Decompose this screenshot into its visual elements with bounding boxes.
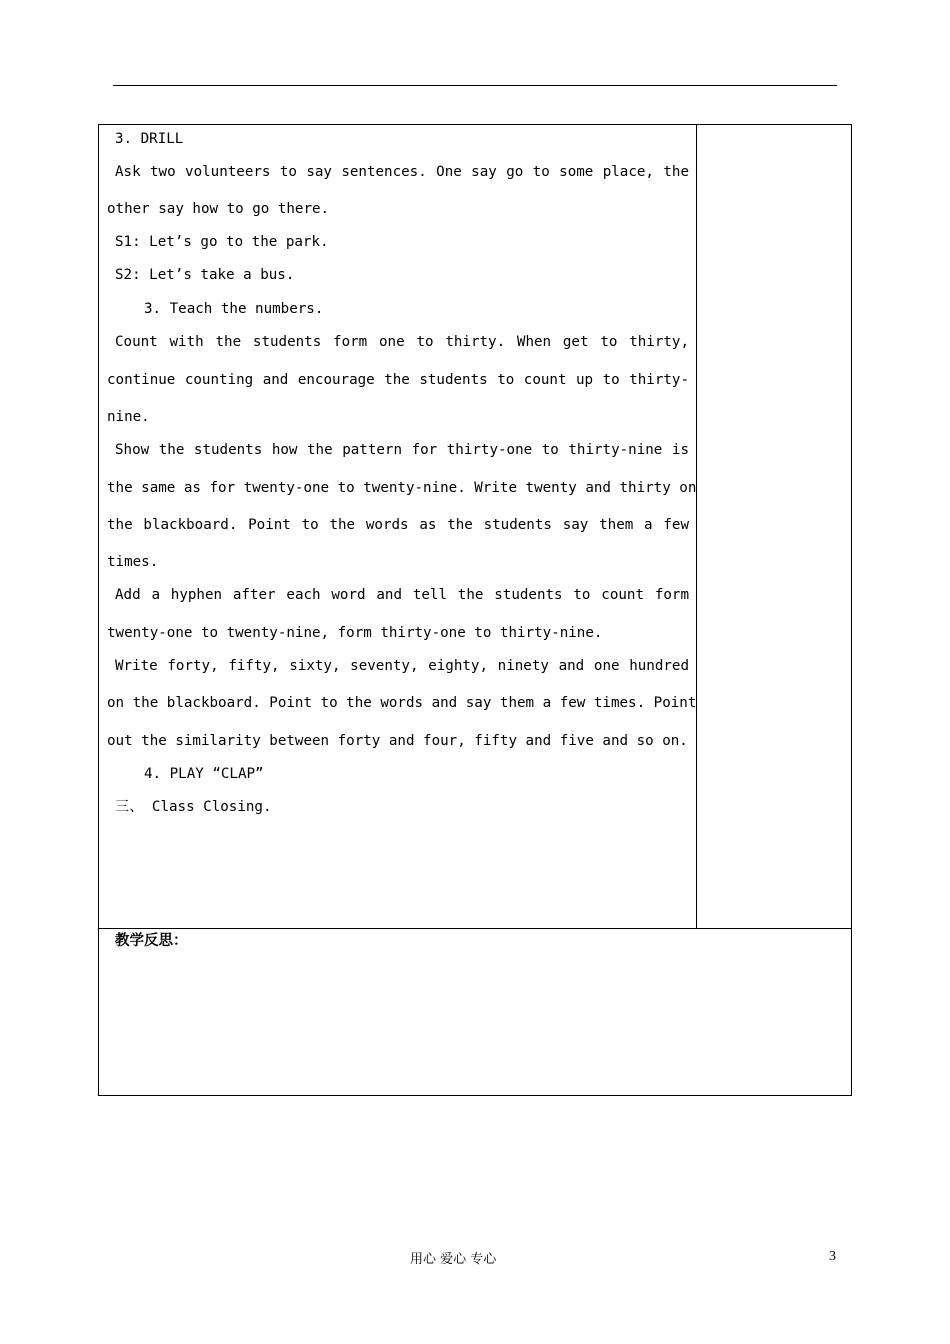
teaching-reflection-label: 教学反思： <box>115 933 188 949</box>
hyphen-paragraph-line: Add a hyphen after each word and tell the students to count form <box>115 587 689 603</box>
numbers-paragraph-line: nine. <box>107 409 150 425</box>
pattern-paragraph-line: Show the students how the pattern for thirty-one to thirty-nine is <box>115 442 689 458</box>
play-clap-heading: 4. PLAY “CLAP” <box>144 766 264 782</box>
pattern-paragraph-line: the same as for twenty-one to twenty-nine. Write twenty and thirty on <box>107 480 697 496</box>
footer-motto: 用心 爱心 专心 <box>410 1252 497 1267</box>
page-number: 3 <box>829 1249 836 1264</box>
header-rule <box>113 85 837 86</box>
numbers-heading: 3. Teach the numbers. <box>144 301 324 317</box>
class-closing-heading: 三、 Class Closing. <box>115 799 272 815</box>
numbers-paragraph-line: continue counting and encourage the students to count up to thirty- <box>107 372 689 388</box>
procedure-cell <box>99 125 697 928</box>
example-sentence-s1: S1: Let’s go to the park. <box>115 234 329 250</box>
table-row-divider <box>99 928 851 929</box>
pattern-paragraph-line: the blackboard. Point to the words as the students say them a few <box>107 517 689 533</box>
hyphen-paragraph-line: twenty-one to twenty-nine, form thirty-one to thirty-nine. <box>107 625 603 641</box>
numbers-paragraph-line: Count with the students form one to thirty. When get to thirty, <box>115 334 689 350</box>
tens-paragraph-line: Write forty, fifty, sixty, seventy, eighty, ninety and one hundred <box>115 658 689 674</box>
drill-heading: 3. DRILL <box>115 131 184 147</box>
tens-paragraph-line: on the blackboard. Point to the words and say them a few times. Point <box>107 695 697 711</box>
lesson-plan-table <box>98 124 852 1096</box>
drill-instruction-line: other say how to go there. <box>107 201 330 217</box>
pattern-paragraph-line: times. <box>107 554 159 570</box>
tens-paragraph-line: out the similarity between forty and four, fifty and five and so on. <box>107 733 688 749</box>
drill-instruction-line: Ask two volunteers to say sentences. One say go to some place, the <box>115 164 689 180</box>
example-sentence-s2: S2: Let’s take a bus. <box>115 267 295 283</box>
